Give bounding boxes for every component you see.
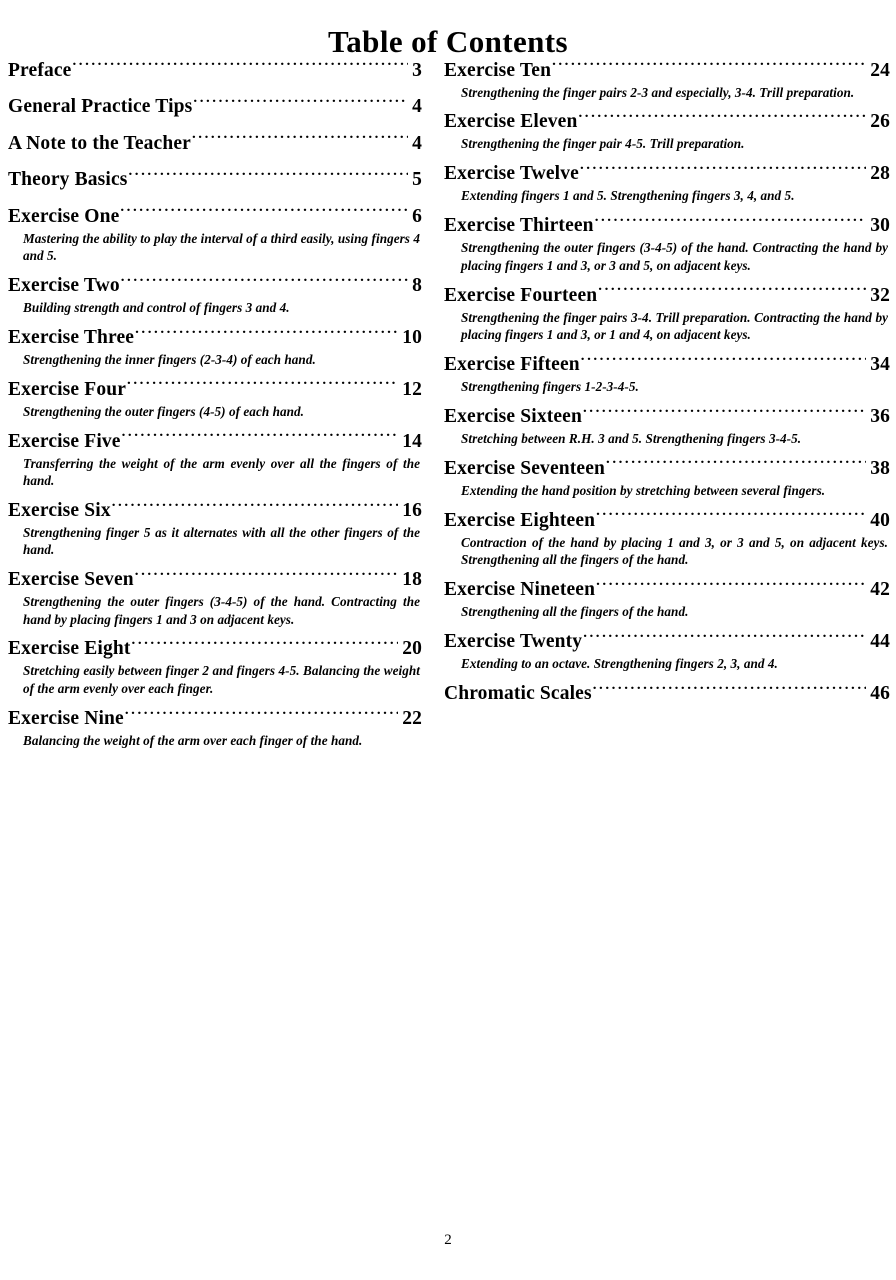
toc-entry[interactable] — [8, 704, 422, 749]
toc-entry[interactable] — [444, 679, 890, 707]
toc-entry-page-number: 3 — [412, 59, 422, 81]
toc-entry-line — [444, 454, 890, 482]
toc-entry-page-number: 14 — [402, 430, 422, 452]
toc-leader-dots — [193, 93, 408, 113]
toc-entry[interactable] — [444, 575, 890, 620]
toc-entry-line — [444, 56, 890, 84]
toc-entry-line — [8, 375, 422, 403]
toc-entry-line — [8, 166, 422, 194]
toc-entry[interactable] — [8, 323, 422, 368]
toc-leader-dots — [552, 56, 866, 76]
toc-entry-page-number: 18 — [402, 569, 422, 591]
toc-entry-line — [8, 496, 422, 524]
toc-entry[interactable] — [8, 566, 422, 628]
toc-entry-page-number: 42 — [870, 578, 890, 600]
toc-entry-title: Exercise Nine — [8, 707, 124, 729]
toc-entry[interactable] — [444, 402, 890, 447]
toc-entry-line — [8, 56, 422, 84]
toc-leader-dots — [583, 627, 866, 647]
toc-entry-description: Extending to an octave. Strengthening fingers 2, 3, and 4. — [461, 655, 778, 671]
toc-entry[interactable] — [8, 496, 422, 558]
toc-entry-description: Strengthening the finger pairs 2-3 and especially, 3-4. Trill preparation. — [461, 84, 855, 100]
toc-entry-title: Chromatic Scales — [444, 682, 592, 704]
toc-entry[interactable] — [444, 212, 890, 274]
toc-entry-page-number: 30 — [870, 215, 890, 237]
toc-leader-dots — [129, 166, 409, 186]
toc-entry-description: Stretching between R.H. 3 and 5. Strengthening fingers 3-4-5. — [461, 430, 802, 446]
toc-leader-dots — [132, 635, 399, 655]
toc-entry[interactable] — [8, 375, 422, 420]
toc-entry[interactable] — [444, 160, 890, 205]
toc-entry[interactable] — [8, 56, 422, 84]
toc-leader-dots — [579, 108, 867, 128]
toc-entry-title: Exercise One — [8, 205, 120, 227]
toc-entry-title: Exercise Eight — [8, 638, 131, 660]
toc-entry[interactable] — [8, 129, 422, 157]
toc-entry-description: Extending the hand position by stretching between several fingers. — [461, 482, 826, 498]
toc-entry-title: Exercise Two — [8, 274, 120, 296]
toc-leader-dots — [606, 454, 866, 474]
toc-entry-title: A Note to the Teacher — [8, 132, 191, 154]
toc-entry-page-number: 28 — [870, 163, 890, 185]
toc-entry-title: Exercise Six — [8, 499, 111, 521]
toc-entry-title: Theory Basics — [8, 169, 128, 190]
toc-entry-line — [8, 704, 422, 732]
toc-entry-description: Balancing the weight of the arm over each finger of the hand. — [23, 732, 363, 748]
toc-entry-line — [444, 212, 890, 240]
toc-leader-dots — [125, 704, 398, 724]
toc-entry-line — [444, 281, 890, 309]
toc-entry-title: Exercise Sixteen — [444, 405, 582, 427]
toc-entry-title: Exercise Fifteen — [444, 353, 580, 375]
toc-entry-page-number: 4 — [412, 96, 422, 117]
toc-entry-page-number: 8 — [412, 274, 422, 296]
toc-entry-page-number: 20 — [402, 638, 422, 660]
toc-entry-description: Strengthening finger 5 as it alternates with all the other fingers of the hand. — [23, 524, 420, 558]
toc-entry-title: Exercise Five — [8, 430, 121, 452]
toc-entry-title: General Practice Tips — [8, 96, 193, 117]
toc-entry-page-number: 38 — [870, 457, 890, 479]
toc-leader-dots — [598, 281, 866, 301]
toc-entry-title: Exercise Twenty — [444, 630, 583, 652]
toc-entry-title: Exercise Seventeen — [444, 457, 606, 479]
toc-entry[interactable] — [444, 454, 890, 499]
toc-entry-description: Strengthening fingers 1-2-3-4-5. — [461, 378, 639, 394]
toc-entry-page-number: 26 — [870, 111, 890, 133]
toc-leader-dots — [580, 160, 866, 180]
toc-entry-line — [444, 108, 890, 136]
toc-entry-title: Exercise Three — [8, 326, 135, 348]
toc-entry-description: Strengthening the inner fingers (2-3-4) of each hand. — [23, 351, 316, 367]
toc-entry-page-number: 12 — [402, 378, 422, 400]
page-title: Table of Contents — [328, 23, 568, 59]
toc-entry-page-number: 34 — [870, 353, 890, 375]
toc-entry[interactable] — [8, 427, 422, 489]
toc-leader-dots — [112, 496, 398, 516]
toc-entry-page-number: 46 — [870, 682, 890, 704]
toc-entry-title: Preface — [8, 59, 72, 81]
toc-entry-page-number: 16 — [402, 499, 422, 521]
toc-entry-page-number: 36 — [870, 405, 890, 427]
toc-entry[interactable] — [444, 56, 890, 101]
toc-leader-dots — [135, 566, 398, 586]
toc-entry-line — [8, 635, 422, 663]
toc-entry-line — [444, 627, 890, 655]
toc-entry-line — [444, 575, 890, 603]
toc-entry-description: Strengthening the outer fingers (3-4-5) of the hand. Contracting the hand by placing fingers 1 and 3, or 3 and 5, on adjacent keys. — [461, 240, 888, 273]
toc-entry-line — [8, 271, 422, 299]
toc-entry-page-number: 22 — [402, 707, 422, 729]
toc-columns — [0, 56, 896, 756]
toc-leader-dots — [122, 427, 399, 447]
toc-entry-page-number: 44 — [870, 630, 890, 652]
toc-leader-dots — [121, 271, 408, 291]
toc-entry-title: Exercise Thirteen — [444, 215, 594, 237]
toc-leader-dots — [127, 375, 398, 395]
toc-entry-page-number: 24 — [870, 59, 890, 81]
toc-entry[interactable] — [8, 166, 422, 194]
toc-entry-description: Strengthening all the fingers of the hand. — [461, 603, 689, 619]
toc-entry-description: Strengthening the finger pairs 3-4. Trill preparation. Contracting the hand by placing fingers 1 and 3, or 1 and 4, on adjacent keys. — [461, 309, 888, 342]
toc-column-left — [0, 56, 430, 756]
toc-entry-title: Exercise Twelve — [444, 163, 579, 185]
toc-leader-dots — [596, 575, 866, 595]
toc-entry-description: Stretching easily between finger 2 and fingers 4-5. Balancing the weight of the arm evenly over each finger. — [23, 663, 420, 696]
toc-entry-page-number: 32 — [870, 284, 890, 306]
toc-entry-title: Exercise Ten — [444, 59, 552, 81]
toc-entry-page-number: 10 — [402, 326, 422, 348]
toc-entry[interactable] — [444, 108, 890, 153]
toc-leader-dots — [583, 402, 866, 422]
toc-entry-page-number: 5 — [412, 169, 422, 190]
toc-entry[interactable] — [8, 271, 422, 316]
page-number: 2 — [444, 1232, 452, 1248]
toc-entry-description: Extending fingers 1 and 5. Strengthening fingers 3, 4, and 5. — [461, 188, 795, 204]
toc-leader-dots — [595, 212, 867, 232]
toc-leader-dots — [135, 323, 398, 343]
toc-entry[interactable] — [444, 281, 890, 343]
toc-entry-page-number: 6 — [412, 205, 422, 227]
toc-entry-line — [8, 93, 422, 121]
toc-leader-dots — [120, 202, 408, 222]
toc-entry-title: Exercise Fourteen — [444, 284, 598, 306]
toc-entry-line — [444, 402, 890, 430]
toc-entry-title: Exercise Four — [8, 378, 127, 400]
toc-column-right — [430, 56, 896, 716]
toc-entry-line — [444, 506, 890, 534]
toc-entry[interactable] — [444, 506, 890, 568]
toc-entry-description: Building strength and control of fingers 3 and 4. — [23, 299, 290, 315]
toc-entry[interactable] — [8, 635, 422, 697]
toc-entry-line — [8, 566, 422, 594]
toc-entry-line — [444, 350, 890, 378]
toc-leader-dots — [581, 350, 866, 370]
toc-leader-dots — [596, 506, 866, 526]
toc-entry-description: Strengthening the finger pair 4-5. Trill preparation. — [461, 136, 745, 152]
toc-entry-title: Exercise Nineteen — [444, 578, 596, 600]
toc-entry[interactable] — [444, 350, 890, 395]
toc-leader-dots — [192, 129, 408, 149]
toc-entry-line — [444, 160, 890, 188]
toc-entry-line — [8, 202, 422, 230]
toc-entry-title: Exercise Seven — [8, 569, 134, 591]
toc-entry-title: Exercise Eighteen — [444, 509, 596, 531]
toc-entry-description: Mastering the ability to play the interval of a third easily, using fingers 4 and 5. — [23, 230, 420, 263]
toc-leader-dots — [72, 56, 408, 76]
toc-entry[interactable] — [8, 93, 422, 121]
toc-leader-dots — [593, 679, 866, 699]
toc-entry-page-number: 4 — [412, 132, 422, 154]
toc-entry-description: Transferring the weight of the arm evenly over all the fingers of the hand. — [23, 455, 420, 488]
toc-entry-line — [8, 129, 422, 157]
toc-entry-description: Contraction of the hand by placing 1 and 3, or 3 and 5, on adjacent keys. Strengthening all the fingers of the hand. — [461, 534, 888, 567]
toc-entry-description: Strengthening the outer fingers (3-4-5) of the hand. Contracting the hand by placing fingers 1 and 3 on adjacent keys. — [23, 594, 420, 627]
toc-entry-page-number: 40 — [870, 509, 890, 531]
toc-entry-title: Exercise Eleven — [444, 111, 578, 133]
toc-entry-line — [444, 679, 890, 707]
toc-entry[interactable] — [8, 202, 422, 264]
toc-entry-line — [8, 323, 422, 351]
toc-entry[interactable] — [444, 627, 890, 672]
toc-entry-description: Strengthening the outer fingers (4-5) of each hand. — [23, 403, 304, 419]
toc-entry-line — [8, 427, 422, 455]
